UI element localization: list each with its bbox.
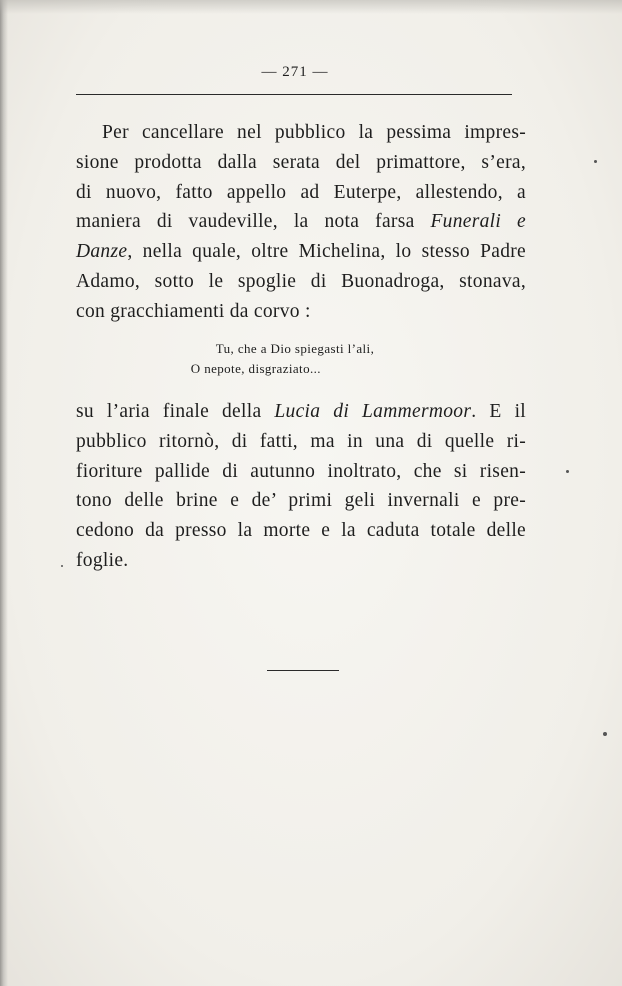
text-line: di nuovo, fatto appello ad Euterpe, allestendo, a	[76, 181, 526, 203]
page-number: — 271 —	[261, 64, 329, 80]
page-binding-shadow	[0, 0, 8, 986]
text-line: fioriture pallide di autunno inoltrato, che si risen-	[76, 460, 526, 482]
text-line: Per cancellare nel pubblico la pessima impres-	[102, 122, 526, 143]
page-top-shadow	[0, 0, 622, 14]
text-line: con gracchiamenti da corvo :	[76, 300, 311, 322]
text-line: Adamo, sotto le spoglie di Buonadroga, stonava,	[76, 270, 526, 292]
text-segment: su l’aria finale della	[76, 401, 275, 422]
end-rule	[267, 670, 339, 671]
paper-speck	[61, 565, 63, 567]
paper-speck	[594, 160, 597, 163]
paper-speck	[566, 470, 569, 473]
play-title-part-2: Danze	[76, 241, 128, 263]
verse-quote	[0, 339, 590, 379]
text-line: cedono da presso la morte e la caduta totale delle	[76, 520, 526, 542]
text-line: pubblico ritornò, di fatti, ma in una di quelle ri-	[76, 430, 526, 452]
text-line	[76, 237, 526, 267]
paragraph-2	[76, 397, 526, 576]
text-segment: maniera di vaudeville, la nota farsa	[76, 211, 431, 233]
text-segment: . E il	[471, 401, 527, 422]
paragraph-1	[76, 118, 526, 327]
header-rule	[76, 94, 512, 95]
verse-line: Tu, che a Dio spiegasti l’ali,	[215, 341, 375, 356]
text-segment: , nella quale, oltre Michelina, lo stesso Padre	[127, 241, 526, 263]
text-line: tono delle brine e de’ primi geli invernali e pre-	[76, 490, 526, 512]
paper-speck	[603, 732, 607, 736]
text-line	[76, 397, 526, 427]
play-title-part-1: Funerali e	[430, 211, 526, 233]
verse-line: O nepote, disgraziato...	[190, 361, 321, 376]
text-line: foglie.	[76, 549, 129, 571]
opera-title: Lucia di Lammermoor	[274, 401, 472, 422]
text-line	[76, 207, 526, 237]
text-line: sione prodotta dalla serata del primattore, s’era,	[76, 151, 526, 173]
